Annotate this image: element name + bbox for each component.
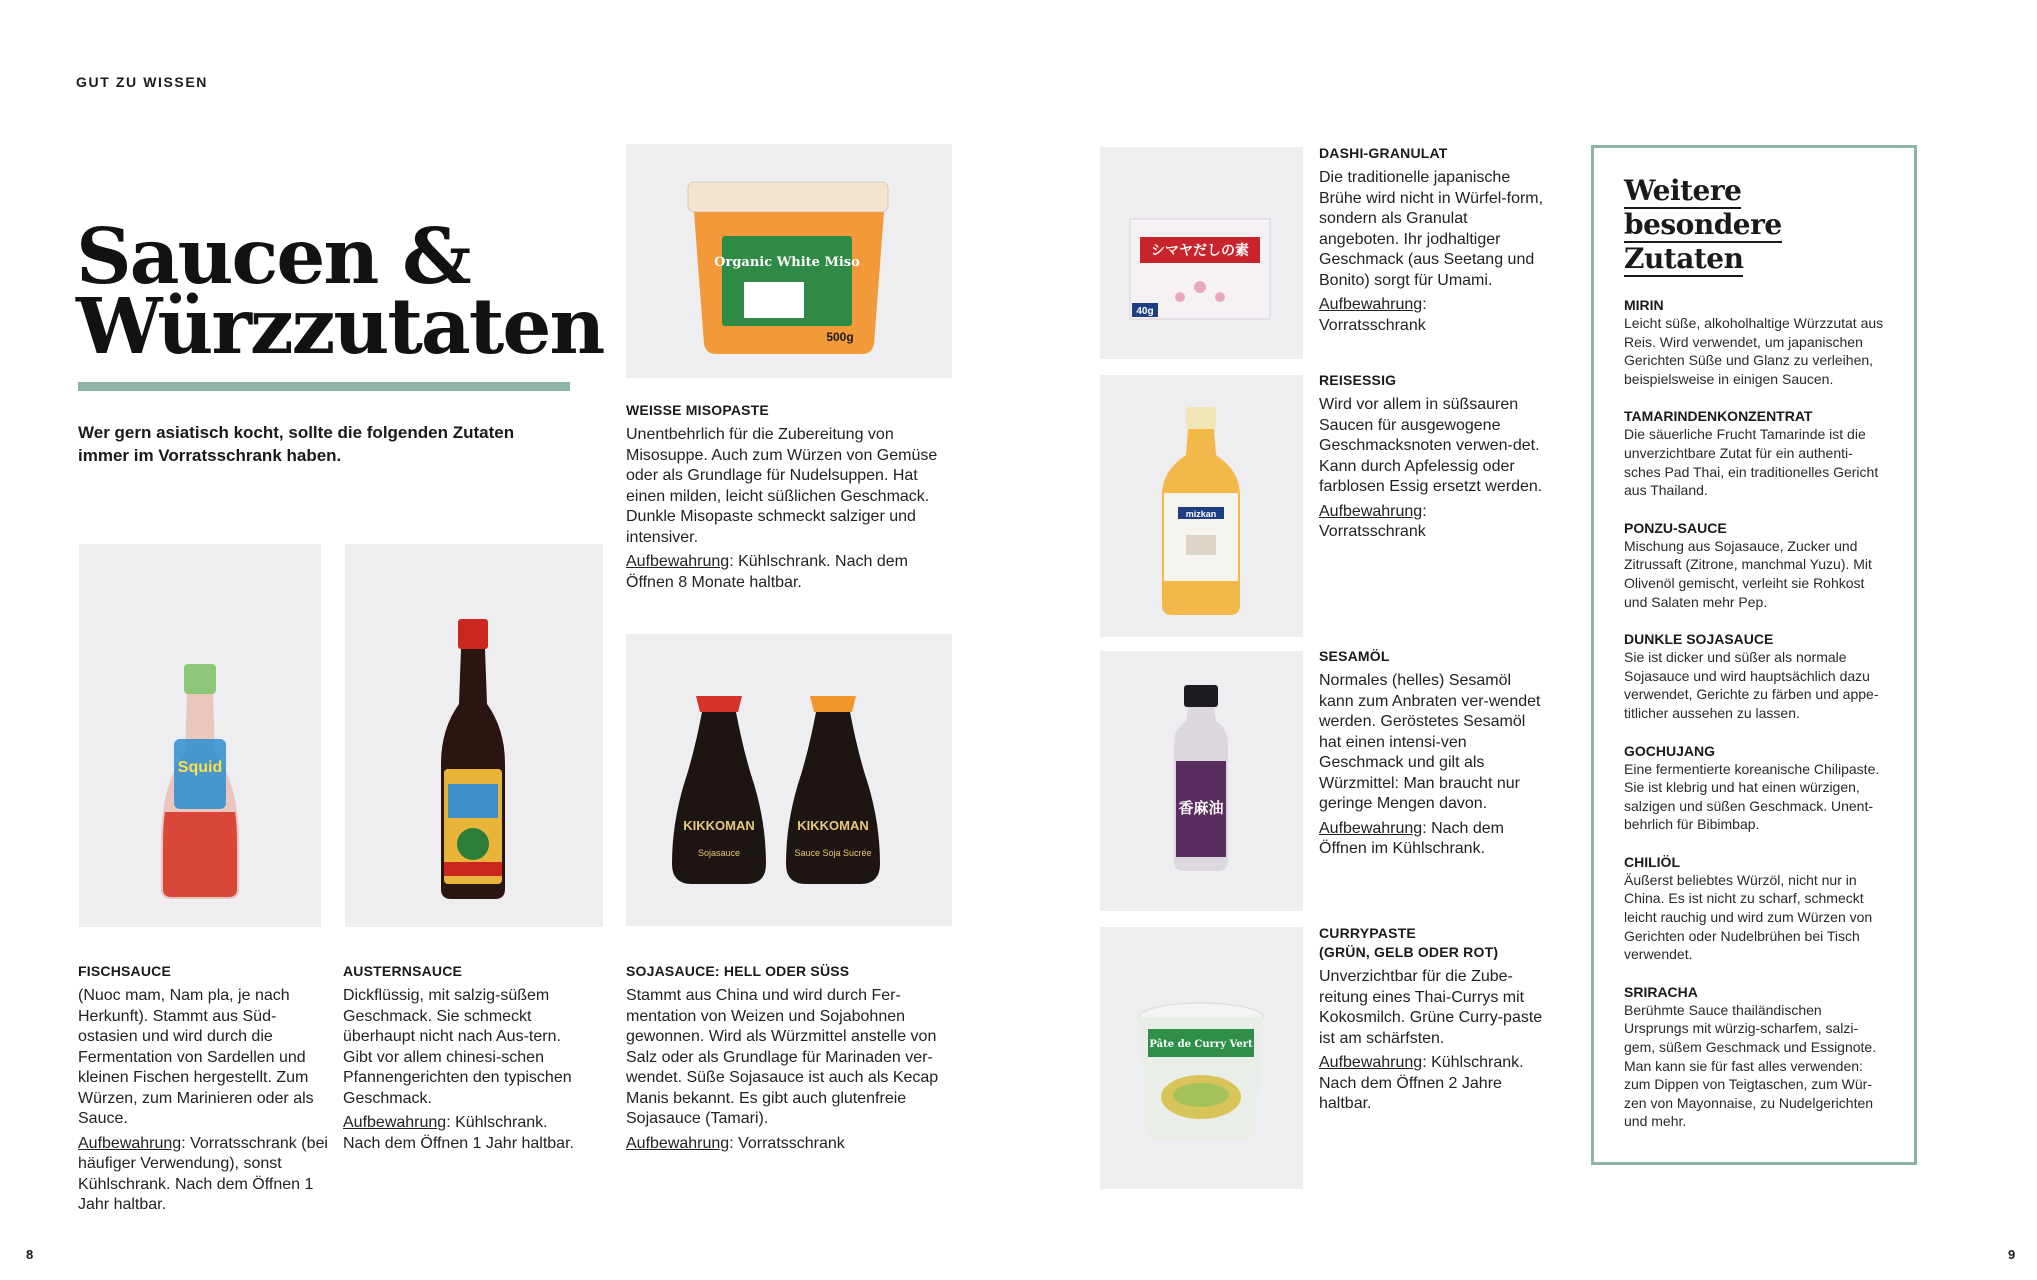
storage-text: : — [1422, 502, 1427, 520]
sesame-oil-storage — [1319, 819, 1544, 860]
sidebar-item-title: SRIRACHA — [1624, 983, 1698, 1000]
soy-brand-left: KIKKOMAN — [683, 818, 755, 833]
sidebar-title-line1: Weitere besondere — [1624, 174, 1782, 241]
curry-paste-subtitle: (GRÜN, GELB ODER ROT) — [1319, 944, 1499, 960]
sidebar-title-line2: Zutaten — [1624, 242, 1744, 275]
soy-sauce-photo — [626, 634, 952, 926]
storage-label: Aufbewahrung — [626, 1134, 730, 1152]
miso-weight-label: 500g — [826, 330, 854, 344]
rice-vinegar-description: Wird vor allem in süßsauren Saucen für ausgewogene Geschmacksnoten verwen-det. Kann durch Apfelessig oder farblosen Essig ersetzt werden. — [1319, 396, 1543, 495]
storage-text-2: Vorratsschrank — [1319, 523, 1426, 540]
dashi-storage — [1319, 295, 1544, 336]
sidebar-item-text: Äußerst beliebtes Würzöl, nicht nur in China. Es ist nicht zu scharf, schmeckt leicht rauchig und wird zum Würzen von Gerichten oder Nudelbrühen bei Tisch verwendet. — [1624, 871, 1873, 963]
sidebar-item-title: MIRIN — [1624, 297, 1664, 313]
sidebar-item-text: Leicht süße, alkoholhaltige Würzzutat aus Reis. Wird verwendet, um japanischen Gerichten Süße und Glanz zu verleihen, beispielsweise in einigen Saucen. — [1624, 315, 1884, 387]
page-title-line1: Saucen & — [76, 212, 470, 302]
sidebar-box — [1591, 145, 1917, 1165]
intro-text: Wer gern asiatisch kocht, sollte die folgenden Zutaten immer im Vorratsschrank haben. — [78, 423, 515, 465]
dashi-title: DASHI-GRANULAT — [1319, 145, 1448, 161]
dashi-photo — [1100, 147, 1303, 359]
storage-label: Aufbewahrung — [1319, 296, 1423, 313]
soy-left-label: Sojasauce — [697, 848, 741, 858]
miso-entry — [626, 401, 956, 593]
sidebar-item-text: Berühmte Sauce thailändischen Ursprungs mit würzig-scharfem, salzi-gem, süßem Geschmack und Essignote. Man kann sie für fast alles verwenden: zum Dippen von Teigtaschen, zum Wür-zen von Mayonnaise, zu Nudelgerichten und mehr. — [1624, 1001, 1877, 1130]
storage-label: Aufbewahrung — [626, 553, 730, 570]
storage-text: : Vorratsschrank (bei häufiger Verwendung), sonst Kühlschrank. Nach dem Öffnen 1 Jahr haltbar. — [78, 1134, 328, 1213]
curry-paste-label: Pâte de Curry Vert — [1149, 1039, 1253, 1050]
storage-text: : Nach dem Öffnen im Kühlschrank. — [1319, 819, 1504, 857]
page-number-right: 9 — [2008, 1247, 2016, 1262]
fish-sauce-entry — [78, 962, 328, 1216]
dashi-weight-label: 40g — [1136, 306, 1154, 317]
curry-paste-tub-image — [1100, 927, 1303, 1189]
soy-right-label: Sauce Soja Sucrée — [794, 848, 872, 858]
miso-description: Unentbehrlich für die Zubereitung von Misosuppe. Auch zum Würzen von Gemüse oder als Grundlage für Nudelsuppen. Hat einen milden, leicht süßlichen Geschmack. Dunkle Misopaste schmeckt salziger und intensiver. — [626, 426, 938, 546]
rice-vinegar-bottle-image — [1100, 375, 1303, 637]
storage-label: Aufbewahrung — [1319, 502, 1423, 520]
sesame-oil-title: SESAMÖL — [1319, 648, 1390, 664]
storage-label: Aufbewahrung — [1319, 1054, 1423, 1071]
miso-storage — [626, 552, 956, 593]
miso-label: Organic White Miso — [714, 255, 860, 270]
dashi-description: Die traditionelle japanische Brühe wird nicht in Würfel-form, sondern als Granulat angeboten. Ihr jodhaltiger Geschmack (aus Seetang und Bonito) sorgt für Umami. — [1319, 169, 1544, 289]
sidebar-item-text: Sie ist dicker und süßer als normale Sojasauce und wird hauptsächlich dazu verwendet, Gerichte zu färben und appe-titlicher aussehen zu lassen. — [1624, 649, 1879, 721]
rice-vinegar-title: REISESSIG — [1319, 372, 1397, 388]
section-label: GUT ZU WISSEN — [76, 74, 209, 90]
oyster-sauce-description: Dickflüssig, mit salzig-süßem Geschmack. Sie schmeckt überhaupt nicht nach Aus-tern. Gibt vor allem chinesi-schen Pfannengerichten den typischen Geschmack. — [343, 987, 572, 1107]
curry-paste-description: Unverzichtbar für die Zube-reitung eines Thai-Currys mit Kokosmilch. Grüne Curry-paste ist am schärfsten. — [1319, 968, 1543, 1047]
sidebar-item — [1624, 742, 1886, 834]
miso-container-image — [626, 144, 952, 378]
sidebar-item — [1624, 630, 1886, 722]
oyster-sauce-entry — [343, 962, 578, 1154]
sidebar-title — [1624, 174, 1886, 276]
sidebar-item-title: TAMARINDENKONZENTRAT — [1624, 408, 1813, 425]
curry-paste-title: CURRYPASTE — [1319, 925, 1416, 941]
page-number-left: 8 — [26, 1247, 34, 1262]
sidebar-item — [1624, 983, 1886, 1131]
oyster-sauce-bottle-image — [345, 544, 603, 927]
soy-sauce-storage — [626, 1134, 956, 1155]
sidebar-item — [1624, 296, 1886, 388]
soy-brand-right: KIKKOMAN — [797, 818, 869, 833]
curry-paste-storage — [1319, 1053, 1544, 1115]
sidebar-item-title: DUNKLE SOJASAUCE — [1624, 631, 1774, 648]
sesame-oil-description: Normales (helles) Sesamöl kann zum Anbraten ver-wendet werden. Geröstetes Sesamöl hat einen intensi-ven Geschmack und gilt als Würzmittel: Man braucht nur geringe Mengen davon. — [1319, 672, 1541, 812]
storage-text: : Kühlschrank. Nach dem Öffnen 1 Jahr haltbar. — [343, 1114, 574, 1152]
curry-paste-entry — [1319, 924, 1544, 1115]
sidebar-item-title: CHILIÖL — [1624, 853, 1680, 870]
storage-text: : Vorratsschrank — [729, 1134, 845, 1152]
oyster-sauce-title: AUSTERNSAUCE — [343, 963, 463, 979]
rice-vinegar-label: mizkan — [1185, 509, 1217, 519]
sesame-oil-label: 香麻油 — [1178, 799, 1224, 817]
sesame-oil-bottle-image — [1100, 651, 1303, 911]
sidebar-item-text: Mischung aus Sojasauce, Zucker und Zitrussaft (Zitrone, manchmal Yuzu). Mit Olivenöl gemischt, verleiht sie Rohkost und Salaten mehr Pep. — [1624, 537, 1872, 610]
sidebar-item-title: GOCHUJANG — [1624, 742, 1716, 759]
storage-text: : Kühlschrank. Nach dem Öffnen 2 Jahre haltbar. — [1319, 1054, 1524, 1112]
page-title — [76, 212, 604, 372]
fish-sauce-photo — [79, 544, 321, 927]
dashi-box-image — [1100, 147, 1303, 359]
storage-text: : Kühlschrank. Nach dem Öffnen 8 Monate haltbar. — [626, 553, 908, 591]
soy-sauce-dispensers-image — [626, 634, 952, 926]
curry-paste-photo — [1100, 927, 1303, 1189]
fish-sauce-storage — [78, 1134, 328, 1216]
sidebar-item — [1624, 853, 1886, 964]
sidebar-item — [1624, 407, 1886, 499]
miso-paste-photo — [626, 144, 952, 378]
oyster-sauce-photo — [345, 544, 603, 927]
rice-vinegar-entry — [1319, 371, 1544, 543]
page-title-line2: Würzzutaten — [76, 282, 604, 372]
storage-label: Aufbewahrung — [1319, 819, 1423, 837]
dashi-entry — [1319, 144, 1544, 336]
soy-sauce-description: Stammt aus China und wird durch Fer-mentation von Weizen und Sojabohnen gewonnen. Wird als Würzmittel anstelle von Salz oder als Grundlage für Marinaden ver-wendet. Süße Sojasauce ist auch als Kecap Manis bekannt. Es gibt auch glutenfreie Sojasauce (Tamari). — [626, 987, 939, 1127]
sidebar-item — [1624, 519, 1886, 611]
sidebar-item-text: Die säuerliche Frucht Tamarinde ist die unverzichtbare Zutat für ein authenti-sches Pad Thai, ein traditionelles Gericht aus Thailand. — [1624, 426, 1879, 499]
storage-text: : — [1422, 296, 1427, 313]
fish-sauce-label: Squid — [177, 759, 223, 776]
rice-vinegar-storage — [1319, 502, 1544, 543]
soy-sauce-entry — [626, 962, 956, 1154]
title-divider — [78, 382, 570, 391]
fish-sauce-title: FISCHSAUCE — [78, 963, 172, 979]
dashi-label: シマヤだしの素 — [1151, 243, 1249, 259]
sidebar-item-text: Eine fermentierte koreanische Chilipaste. Sie ist klebrig und hat einen würzigen, salzigen und süßen Geschmack. Unent-behrlich für Bibimbap. — [1624, 760, 1880, 833]
fish-sauce-description: (Nuoc mam, Nam pla, je nach Herkunft). Stammt aus Süd-ostasien und wird durch die Fermentation von Sardellen und kleinen Fischen hergestellt. Zum Würzen, zum Marinieren oder als Sauce. — [78, 987, 314, 1127]
oyster-sauce-storage — [343, 1113, 578, 1154]
storage-label: Aufbewahrung — [78, 1134, 182, 1152]
miso-title: WEISSE MISOPASTE — [626, 402, 769, 418]
fish-sauce-bottle-image — [79, 544, 321, 927]
storage-label: Aufbewahrung — [343, 1114, 447, 1131]
soy-sauce-title: SOJASAUCE: HELL ODER SÜSS — [626, 963, 850, 979]
rice-vinegar-photo — [1100, 375, 1303, 637]
storage-text-2: Vorratsschrank — [1319, 316, 1426, 334]
sesame-oil-entry — [1319, 647, 1544, 860]
sesame-oil-photo — [1100, 651, 1303, 911]
sidebar-item-title: PONZU-SAUCE — [1624, 519, 1727, 536]
